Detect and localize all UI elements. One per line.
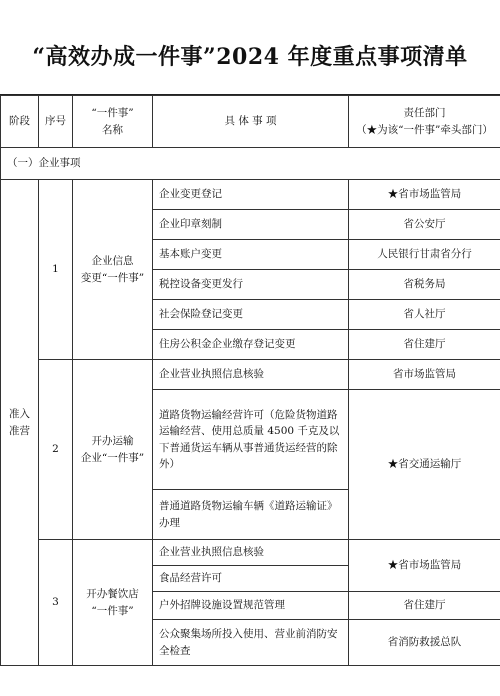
dept-cell: 省人社厅 (349, 300, 500, 330)
header-row (1, 96, 500, 148)
document-title: “高效办成一件事”2024 年度重点事项清单 (32, 44, 468, 70)
dept-cell: 省住建厅 (349, 330, 500, 360)
dept-cell: 省消防救援总队 (349, 620, 500, 666)
header-name-line2: 名称 (102, 123, 123, 136)
item-cell: 企业印章刻制 (153, 210, 349, 240)
seq-cell: 1 (39, 180, 73, 360)
item-cell: 公众聚集场所投入使用、营业前消防安全检查 (153, 620, 349, 666)
dept-cell: 省税务局 (349, 270, 500, 300)
stage-label: 准入准营 (9, 407, 30, 437)
matter-name-line2: 变更“一件事” (80, 271, 145, 284)
item-cell: 食品经营许可 (153, 566, 349, 592)
matter-name-line2: 企业“一件事” (80, 451, 145, 464)
dept-cell: ★省交通运输厅 (349, 390, 500, 540)
header-name-line1: “一件事” (91, 107, 134, 120)
item-cell: 住房公积金企业缴存登记变更 (153, 330, 349, 360)
table-row (1, 540, 500, 566)
item-cell: 税控设备变更发行 (153, 270, 349, 300)
matter-name-line1: 开办运输 (91, 435, 134, 448)
matter-name-cell (73, 180, 153, 360)
item-cell: 社会保险登记变更 (153, 300, 349, 330)
item-cell: 户外招牌设施设置规范管理 (153, 592, 349, 620)
header-dept-line1: 责任部门 (403, 107, 446, 120)
matter-name-cell (73, 360, 153, 540)
item-cell: 基本账户变更 (153, 240, 349, 270)
dept-cell: 省住建厅 (349, 592, 500, 620)
matter-name-line1: 企业信息 (91, 255, 134, 268)
table-row (1, 360, 500, 390)
item-cell: 企业变更登记 (153, 180, 349, 210)
matter-name-line1: 开办餐饮店 (86, 588, 139, 601)
header-dept-line2: （★为该“一件事”牵头部门） (356, 123, 493, 136)
matters-table (0, 95, 500, 666)
table-row (1, 180, 500, 210)
header-dept (349, 96, 500, 148)
dept-cell: 省市场监管局 (349, 360, 500, 390)
header-seq: 序号 (39, 96, 73, 148)
dept-cell: 人民银行甘肃省分行 (349, 240, 500, 270)
item-cell: 普通道路货物运输车辆《道路运输证》办理 (153, 490, 349, 540)
dept-cell: 省公安厅 (349, 210, 500, 240)
item-cell: 企业营业执照信息核验 (153, 540, 349, 566)
seq-cell: 2 (39, 360, 73, 540)
item-cell: 道路货物运输经营许可（危险货物道路运输经营、使用总质量 4500 千克及以下普通货运车辆从事普通货运经营的除外） (153, 390, 349, 490)
dept-cell: ★省市场监管局 (349, 540, 500, 592)
stage-cell (1, 180, 39, 666)
seq-cell: 3 (39, 540, 73, 666)
header-items: 具 体 事 项 (153, 96, 349, 148)
dept-cell: ★省市场监管局 (349, 180, 500, 210)
matter-name-line2: “一件事” (91, 604, 134, 617)
header-name (73, 96, 153, 148)
section-label: （一）企业事项 (1, 148, 500, 180)
matter-name-cell (73, 540, 153, 666)
section-row (1, 148, 500, 180)
item-cell: 企业营业执照信息核验 (153, 360, 349, 390)
header-stage: 阶段 (1, 96, 39, 148)
